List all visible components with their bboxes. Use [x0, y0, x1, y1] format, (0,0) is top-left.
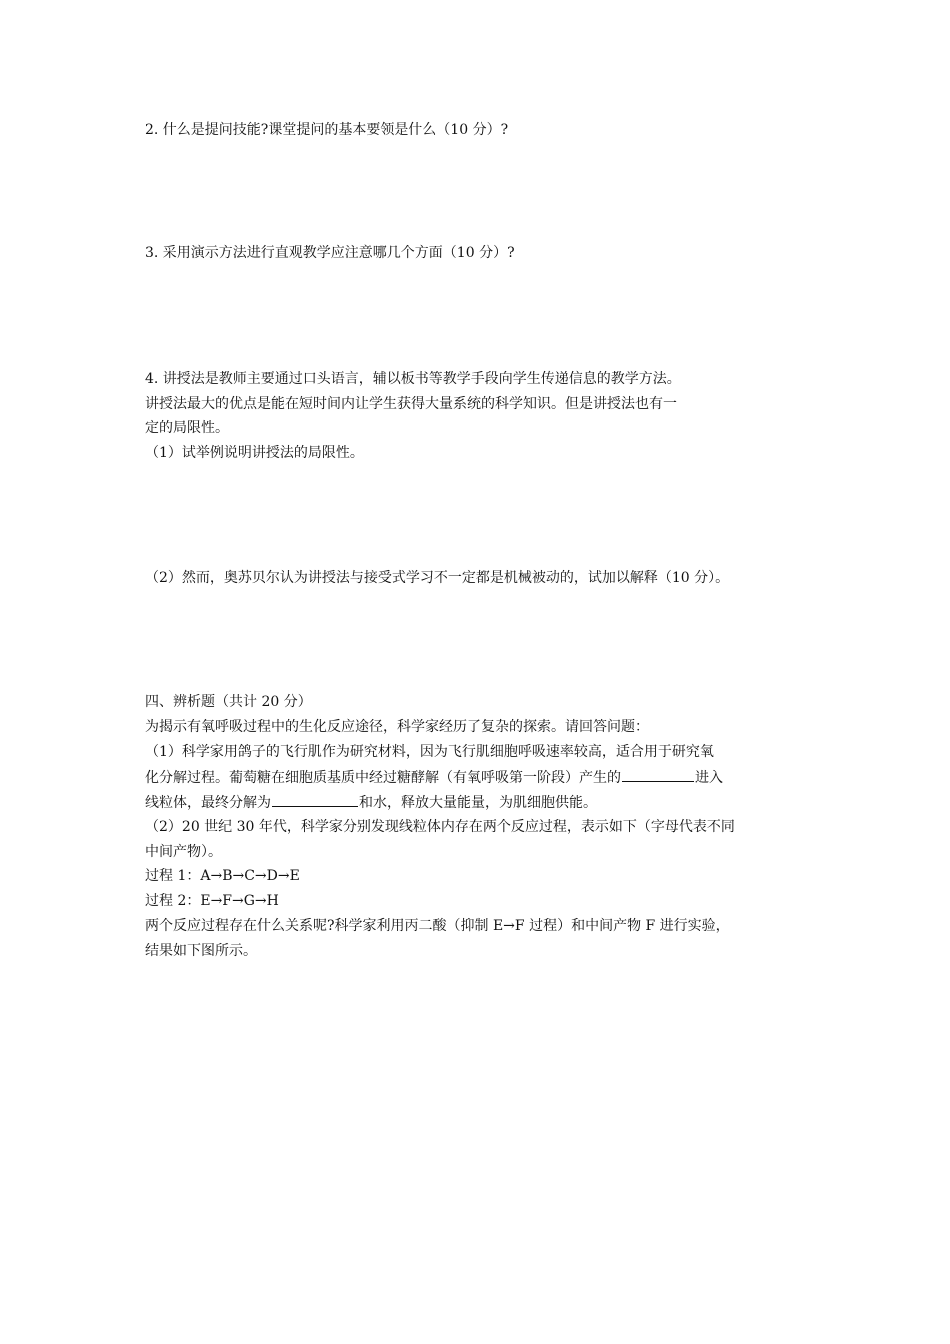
- process-1: 过程 1：A→B→C→D→E: [145, 868, 300, 884]
- section-4-p2-line-2: 中间产物）。: [145, 844, 222, 860]
- question-3: 3. 采用演示方法进行直观教学应注意哪几个方面（10 分）?: [145, 245, 515, 261]
- question-4-sub-1: （1）试举例说明讲授法的局限性。: [145, 445, 364, 461]
- section-4-p1-line-3: [145, 792, 597, 813]
- answer-blank-2[interactable]: [272, 792, 358, 807]
- question-2: 2. 什么是提问技能?课堂提问的基本要领是什么（10 分）?: [145, 122, 509, 138]
- p1-line-3-text-a: 线粒体，最终分解为: [145, 795, 271, 811]
- section-4-p3-line-2: 结果如下图所示。: [145, 943, 257, 959]
- section-4-p1-line-1: （1）科学家用鸽子的飞行肌作为研究材料，因为飞行肌细胞呼吸速率较高，适合用于研究氧: [145, 744, 714, 760]
- question-4-line-3: 定的局限性。: [145, 420, 229, 436]
- section-4-heading: 四、辨析题（共计 20 分）: [145, 694, 312, 710]
- answer-blank-1[interactable]: [622, 767, 694, 782]
- p1-line-2-text-a: 化分解过程。葡萄糖在细胞质基质中经过糖酵解（有氧呼吸第一阶段）产生的: [145, 770, 621, 786]
- p1-line-2-text-b: 进入: [695, 770, 723, 786]
- section-4-p2-line-1: （2）20 世纪 30 年代，科学家分别发现线粒体内存在两个反应过程，表示如下（字母代表不同: [145, 819, 735, 835]
- section-4-p1-line-2: [145, 767, 723, 788]
- question-4-sub-2: （2）然而，奥苏贝尔认为讲授法与接受式学习不一定都是机械被动的，试加以解释（10 分）。: [145, 570, 730, 586]
- section-4-p3-line-1: 两个反应过程存在什么关系呢?科学家利用丙二酸（抑制 E→F 过程）和中间产物 F 进行实验，: [145, 918, 730, 934]
- process-2: 过程 2：E→F→G→H: [145, 893, 279, 909]
- section-4-intro: 为揭示有氧呼吸过程中的生化反应途径，科学家经历了复杂的探索。请回答问题：: [145, 719, 649, 735]
- question-4-line-1: 4. 讲授法是教师主要通过口头语言，辅以板书等教学手段向学生传递信息的教学方法。: [145, 371, 681, 387]
- p1-line-3-text-b: 和水，释放大量能量，为肌细胞供能。: [359, 795, 597, 811]
- question-4-line-2: 讲授法最大的优点是能在短时间内让学生获得大量系统的科学知识。但是讲授法也有一: [145, 396, 677, 412]
